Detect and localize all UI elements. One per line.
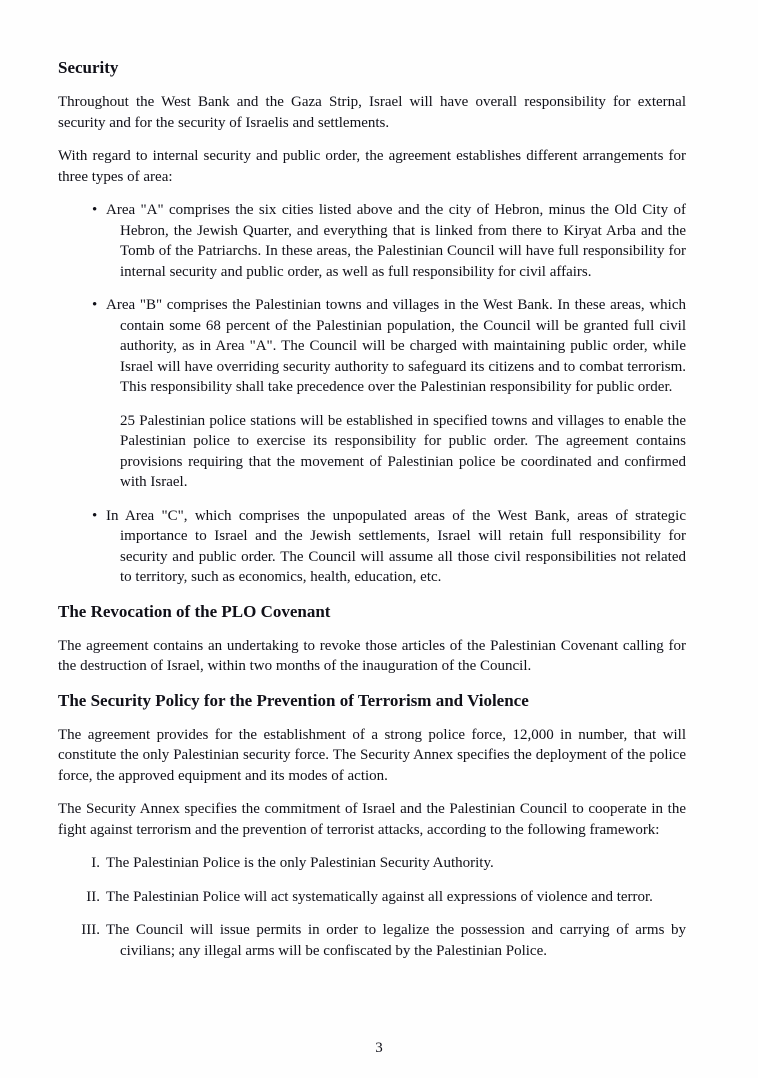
security-policy-paragraph-2: The Security Annex specifies the commitment of Israel and the Palestinian Council to cooperate in the fight against terrorism and the prevention of terrorist attacks, according to the following framework: [58,801,686,838]
section-heading-security-policy: The Security Policy for the Prevention of Terrorism and Violence [58,690,529,710]
section-heading-security: Security [58,58,119,77]
page-number: 3 [375,1040,383,1056]
framework-item-1-text: The Palestinian Police is the only Palestinian Security Authority. [106,855,494,871]
security-paragraph-2: With regard to internal security and public order, the agreement establishes different arrangements for three types of area: [58,148,686,185]
bullet-text-area-c: In Area "C", which comprises the unpopulated areas of the West Bank, areas of strategic importance to Israel and the Jewish settlements, Israel will retain full responsibility for security and public order. The Council will assume all those civil responsibilities not related to territory, such as economics, health, education, etc. [106,507,686,585]
bullet-marker: • [92,507,98,524]
bullet-marker: • [92,297,98,313]
bullet-text-area-b: Area "B" comprises the Palestinian towns and villages in the West Bank. In these areas, which contain some 68 percent of the Palestinian population, the Council will be granted full civil authority, as in Area "A". The Council will be charged with maintaining public order, while Israel will have overriding security authority to safeguard its citizens and to combat terrorism. This responsibility shall take precedence over the Palestinian responsibility for public order. [106,297,686,395]
bullet-item-area-c [58,506,686,588]
framework-item-2-text: The Palestinian Police will act systematically against all expressions of violence and terror. [106,888,653,905]
bullet-marker: • [92,202,98,218]
bullet-item-area-b [58,295,686,493]
roman-numeral: III. [81,922,100,938]
bullet-continuation-area-b: 25 Palestinian police stations will be established in specified towns and villages to enable the Palestinian police to exercise its responsibility for public order. The agreement contains provisions requiring that the movement of Palestinian police be coordinated and confirmed with Israel. [120,412,686,490]
revocation-paragraph-1: The agreement contains an undertaking to revoke those articles of the Palestinian Covenant calling for the destruction of Israel, within two months of the inauguration of the Council. [58,637,686,674]
roman-numeral: II. [86,888,100,905]
framework-item-3 [58,920,686,961]
bullet-text-area-a: Area "A" comprises the six cities listed above and the city of Hebron, minus the Old City of Hebron, the Jewish Quarter, and everything that is linked from there to Kiryat Arba and the Tomb of the Patriarchs. In these areas, the Palestinian Council will have full responsibility for internal security and public order, as well as full responsibility for civil affairs. [106,202,686,280]
bullet-item-area-a [58,200,686,282]
section-heading-revocation: The Revocation of the PLO Covenant [58,601,331,621]
framework-item-2 [58,887,686,908]
security-paragraph-1: Throughout the West Bank and the Gaza Strip, Israel will have overall responsibility for external security and for the security of Israelis and settlements. [58,94,686,131]
roman-numeral: I. [91,855,100,871]
framework-item-3-text: The Council will issue permits in order to legalize the possession and carrying of arms by civilians; any illegal arms will be confiscated by the Palestinian Police. [106,922,686,959]
security-policy-paragraph-1: The agreement provides for the establishment of a strong police force, 12,000 in number, that will constitute the only Palestinian security force. The Security Annex specifies the deployment of the police force, the approved equipment and its modes of action. [58,726,686,784]
framework-item-1 [58,853,686,874]
